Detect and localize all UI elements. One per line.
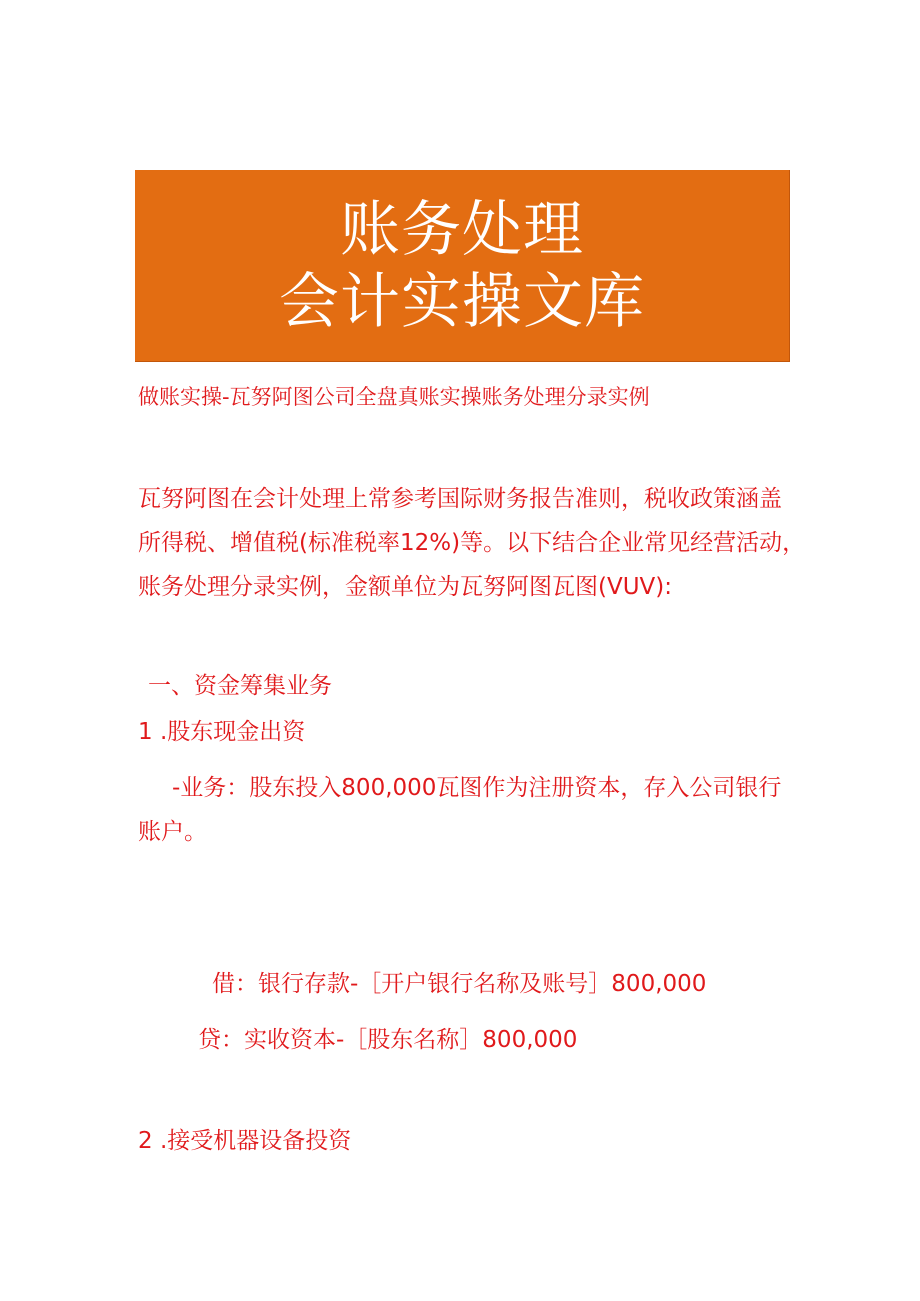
- intro-line: 账务处理分录实例，金额单位为瓦努阿图瓦图(VUV):: [138, 574, 672, 600]
- section-heading-fund-raising: 一、资金筹集业务: [148, 673, 332, 699]
- business-description: [138, 766, 798, 854]
- journal-entry-debit: 借：银行存款-［开户银行名称及账号］800,000: [212, 971, 707, 997]
- banner-title-line-2: 会计实操文库: [279, 266, 645, 337]
- intro-line: 瓦努阿图在会计处理上常参考国际财务报告准则，税收政策涵盖: [138, 486, 782, 512]
- item-heading-cash-contribution: 1 .股东现金出资: [138, 719, 306, 745]
- intro-line: 所得税、增值税(标准税率12%)等。以下结合企业常见经营活动，: [138, 530, 806, 556]
- banner-title-line-1: 账务处理: [340, 194, 584, 265]
- intro-paragraph: [138, 477, 806, 609]
- title-banner: [135, 170, 790, 362]
- business-line: -业务：股东投入800,000瓦图作为注册资本，存入公司银行: [172, 775, 782, 801]
- journal-entry-credit: 贷：实收资本-［股东名称］800,000: [198, 1027, 578, 1053]
- document-title: 做账实操-瓦努阿图公司全盘真账实操账务处理分录实例: [138, 385, 650, 409]
- item-heading-equipment-investment: 2 .接受机器设备投资: [138, 1128, 352, 1154]
- business-line: 账户。: [138, 819, 207, 845]
